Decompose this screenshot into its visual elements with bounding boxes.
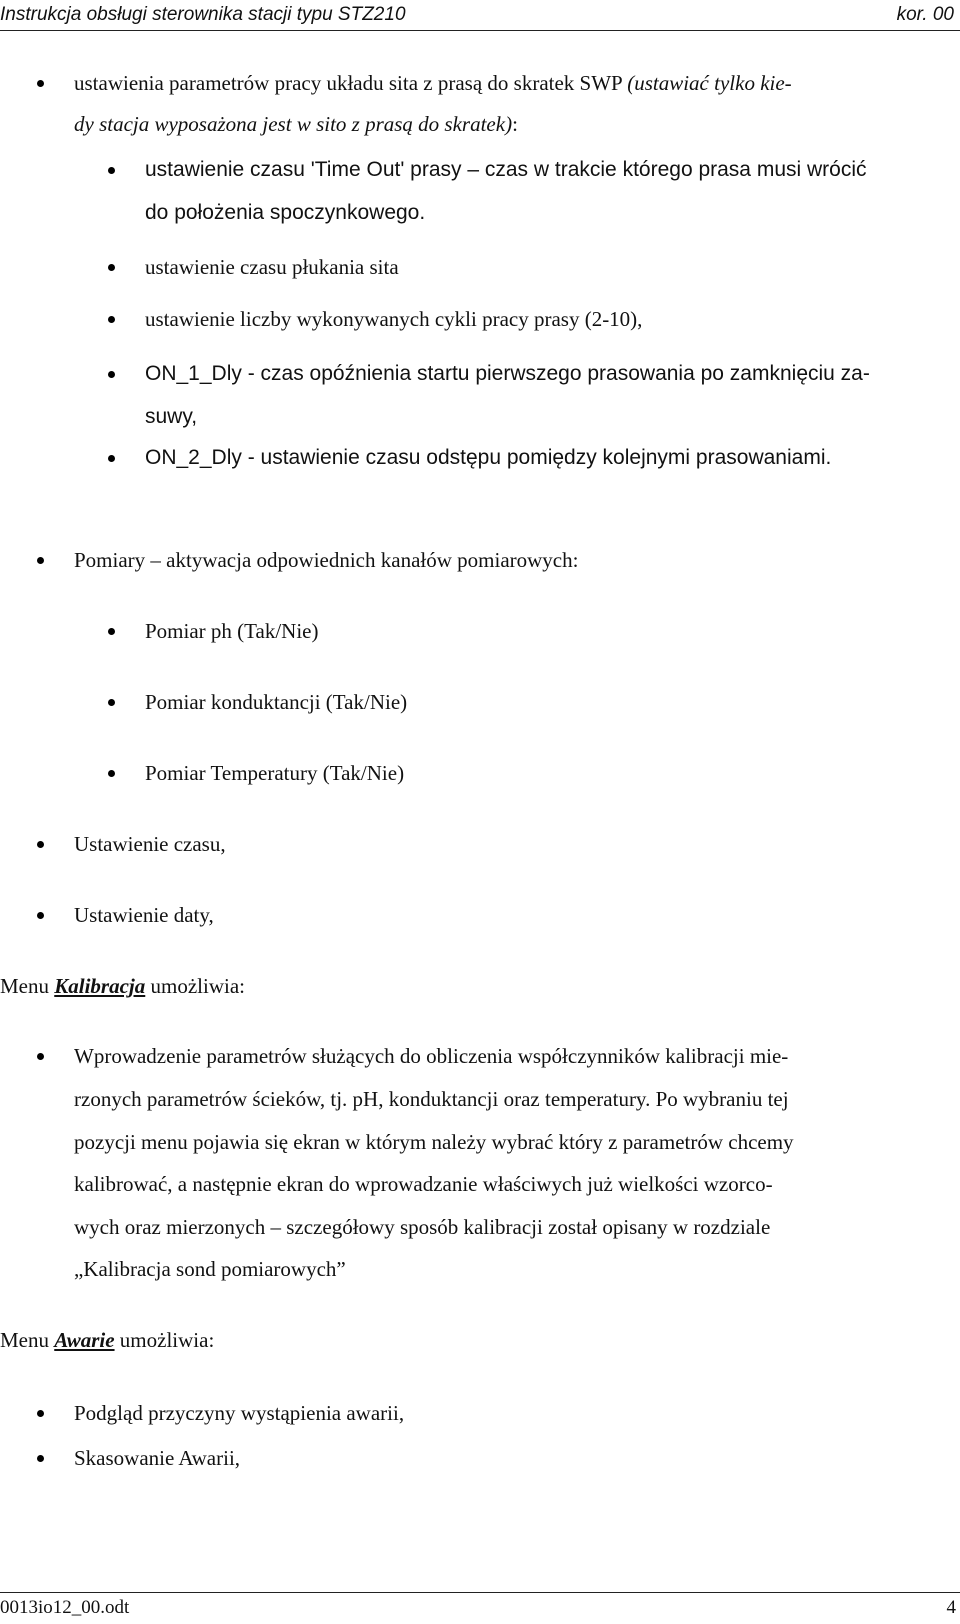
pomiary-item-temperature: Pomiar Temperatury (Tak/Nie)	[145, 761, 405, 785]
kalibracja-text-line: „Kalibracja sond pomiarowych”	[74, 1257, 346, 1281]
bullet-icon	[37, 80, 44, 87]
pomiary-heading: Pomiary – aktywacja odpowiednich kanałów pomiarowych:	[74, 548, 579, 572]
swp-heading-line2: dy stacja wyposażona jest w sito z prasą do skratek):	[74, 112, 518, 136]
page-footer	[0, 1592, 960, 1624]
bullet-icon	[108, 264, 115, 271]
bullet-icon	[37, 1410, 44, 1417]
kalibracja-text-line: rzonych parametrów ścieków, tj. pH, konduktancji oraz temperatury. Po wybraniu tej	[74, 1087, 789, 1111]
swp-item-on1-cont: suwy,	[145, 405, 198, 428]
swp-item-timeout-cont: do położenia spoczynkowego.	[145, 201, 426, 224]
bullet-icon	[37, 912, 44, 919]
awarie-item-reset: Skasowanie Awarii,	[74, 1446, 241, 1470]
kalibracja-text-line: Wprowadzenie parametrów służących do obliczenia współczynników kalibracji mie-	[74, 1044, 789, 1068]
bullet-icon	[108, 699, 115, 706]
setting-time: Ustawienie czasu,	[74, 832, 226, 856]
pomiary-item-ph: Pomiar ph (Tak/Nie)	[145, 619, 319, 643]
menu-awarie-heading: Menu Awarie umożliwia:	[0, 1328, 215, 1352]
bullet-icon	[108, 455, 115, 462]
page-header	[0, 0, 960, 31]
swp-heading-line1: ustawienia parametrów pracy układu sita z prasą do skratek SWP (ustawiać tylko kie-	[74, 71, 792, 95]
bullet-icon	[108, 628, 115, 635]
bullet-icon	[108, 167, 115, 174]
bullet-icon	[37, 1455, 44, 1462]
swp-item-on1: ON_1_Dly - czas opóźnienia startu pierwszego prasowania po zamknięciu za-	[145, 362, 870, 385]
swp-item-on2: ON_2_Dly - ustawienie czasu odstępu pomiędzy kolejnymi prasowaniami.	[145, 446, 832, 469]
pomiary-item-conductance: Pomiar konduktancji (Tak/Nie)	[145, 690, 408, 714]
kalibracja-text-line: kalibrować, a następnie ekran do wprowadzanie właściwych już wielkości wzorco-	[74, 1172, 773, 1196]
kalibracja-text-line: wych oraz mierzonych – szczegółowy sposób kalibracji został opisany w rozdziale	[74, 1215, 771, 1239]
swp-item-timeout: ustawienie czasu 'Time Out' prasy – czas w trakcie którego prasa musi wrócić	[145, 158, 867, 181]
header-revision: kor. 00	[896, 4, 954, 25]
bullet-icon	[108, 316, 115, 323]
bullet-icon	[108, 770, 115, 777]
swp-item-cycles: ustawienie liczby wykonywanych cykli pracy prasy (2-10),	[145, 307, 643, 331]
swp-item-rinse: ustawienie czasu płukania sita	[145, 255, 399, 279]
setting-date: Ustawienie daty,	[74, 903, 214, 927]
menu-kalibracja-heading: Menu Kalibracja umożliwia:	[0, 974, 245, 998]
header-title: Instrukcja obsługi sterownika stacji typu STZ210	[0, 4, 406, 25]
kalibracja-text-line: pozycji menu pojawia się ekran w którym należy wybrać który z parametrów chcemy	[74, 1130, 794, 1154]
footer-page-number: 4	[946, 1597, 956, 1618]
footer-doc-id: 0013io12_00.odt	[0, 1597, 130, 1618]
bullet-icon	[108, 371, 115, 378]
bullet-icon	[37, 841, 44, 848]
awarie-item-preview: Podgląd przyczyny wystąpienia awarii,	[74, 1401, 405, 1425]
bullet-icon	[37, 1053, 44, 1060]
bullet-icon	[37, 557, 44, 564]
